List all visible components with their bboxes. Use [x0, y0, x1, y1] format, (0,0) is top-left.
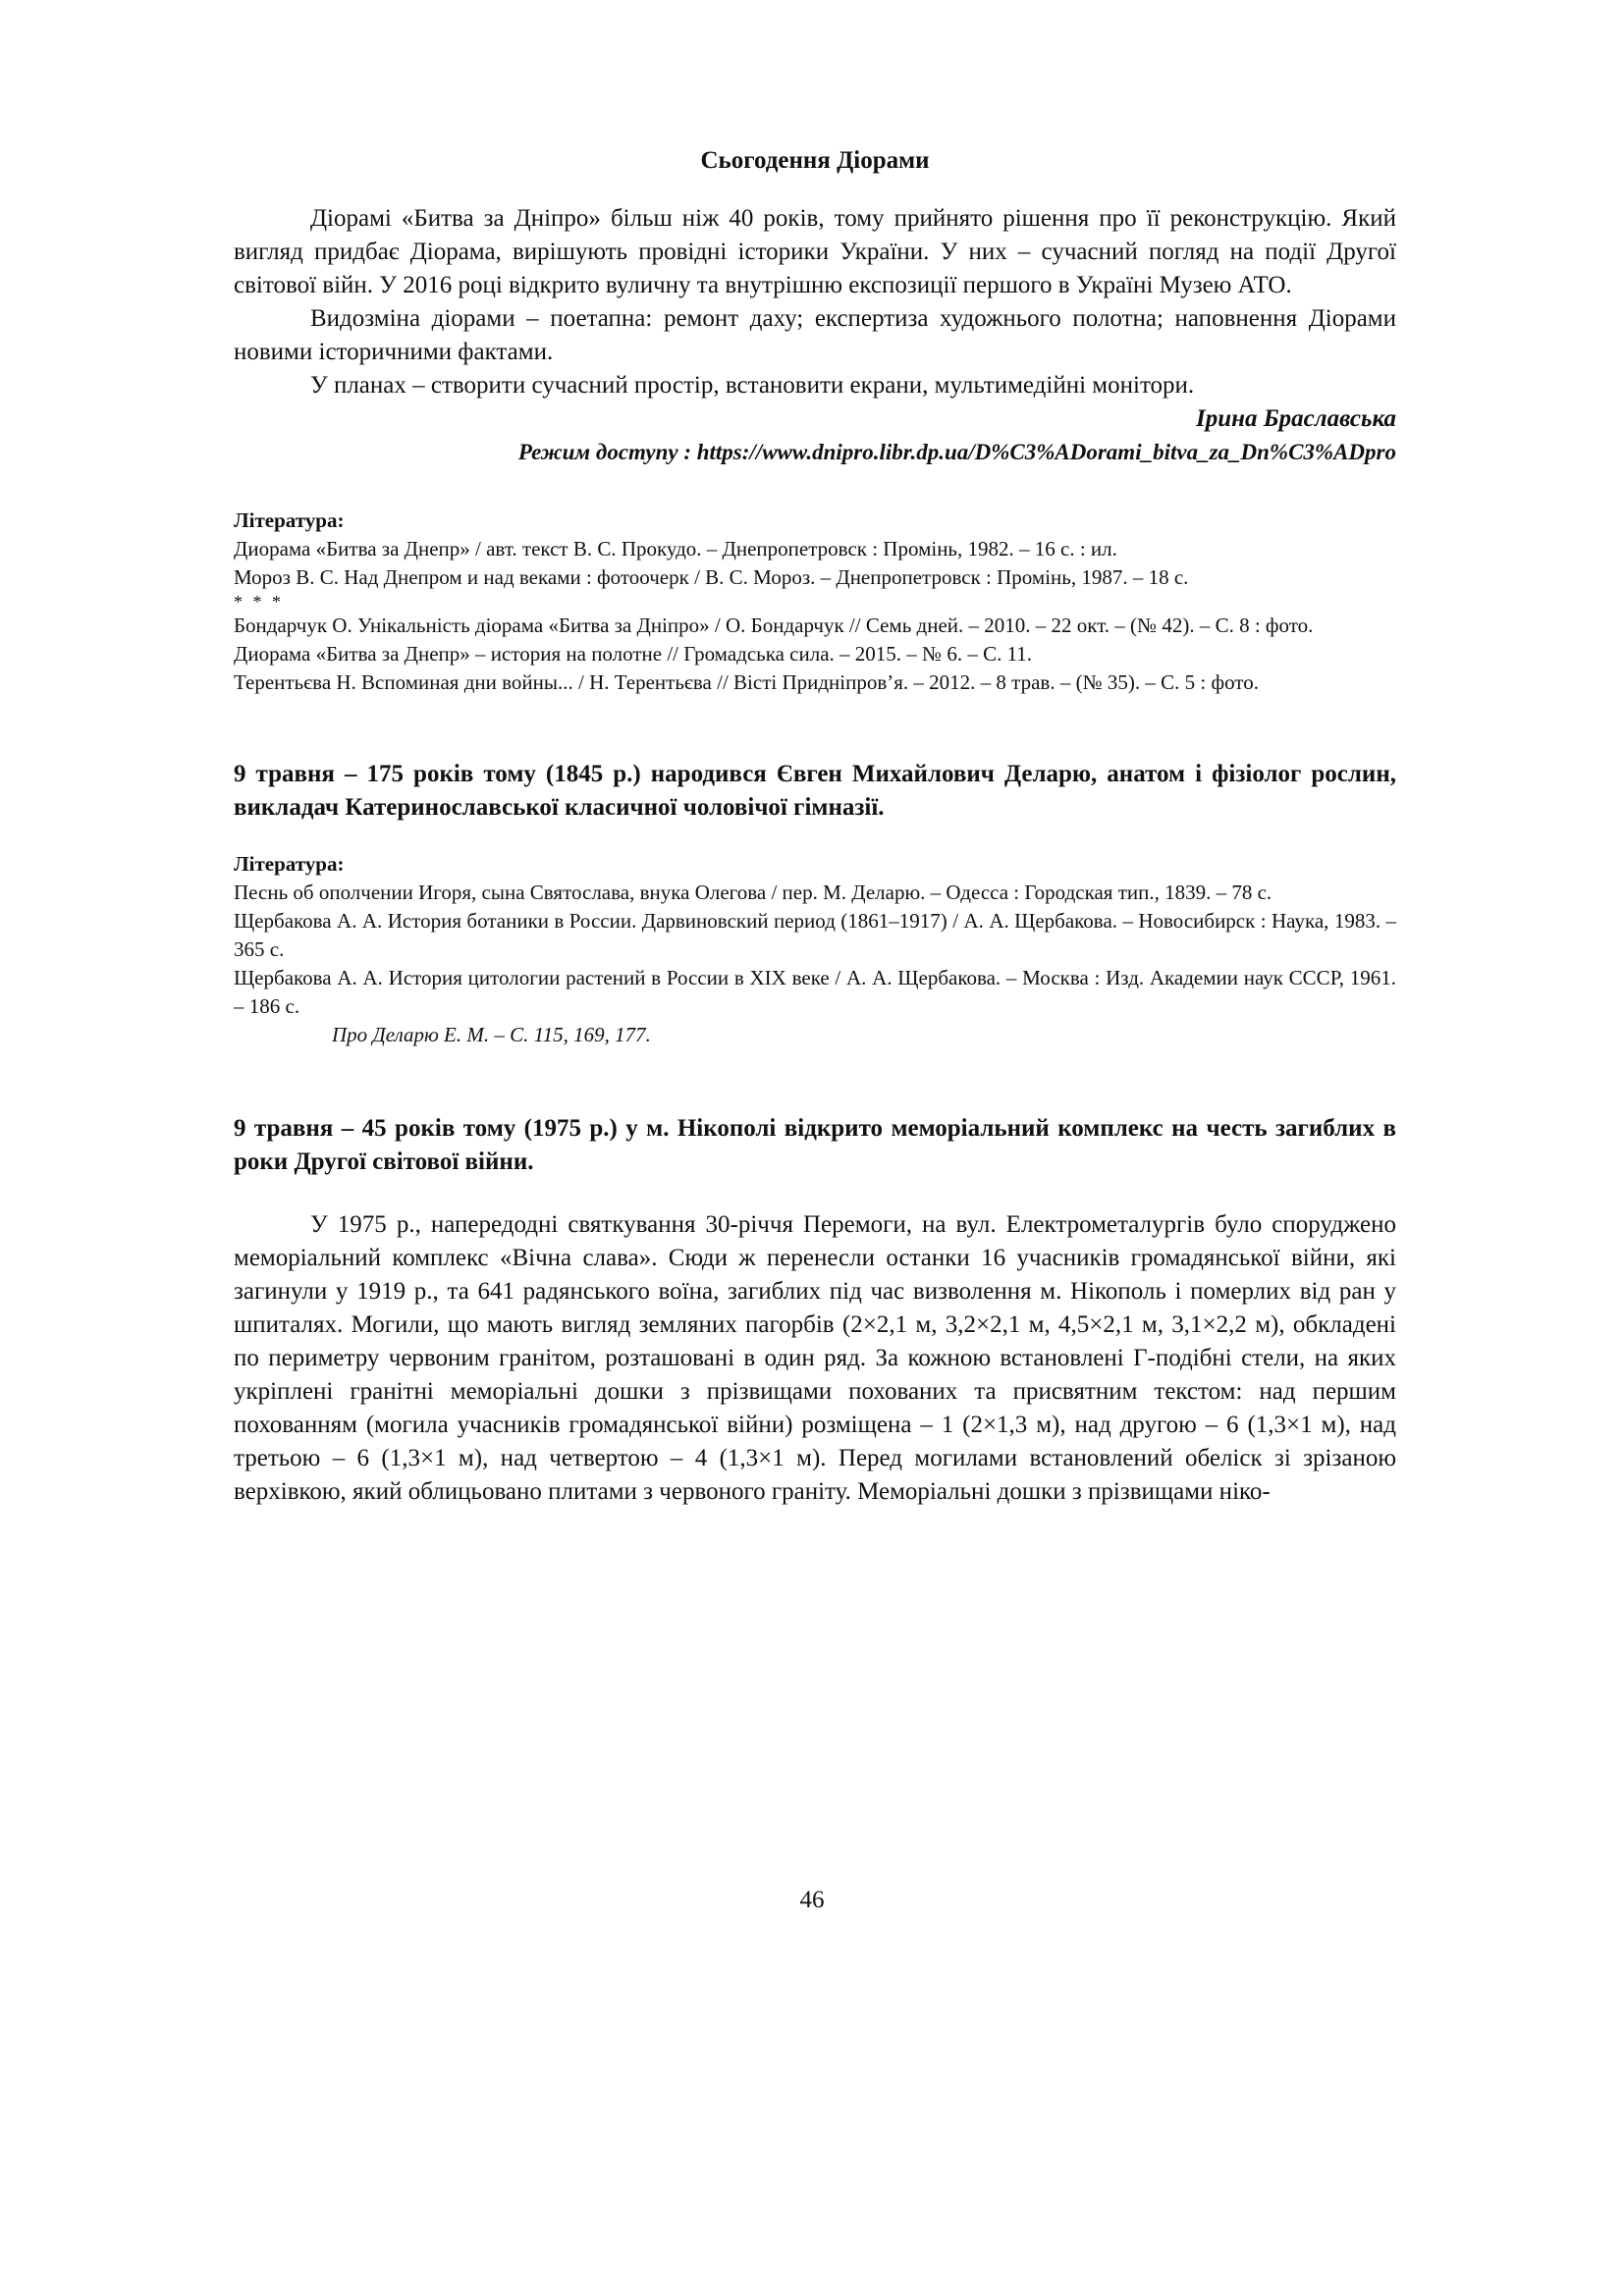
paragraph: Видозміна діорами – поетапна: ремонт даху; експертиза художнього полотна; наповнення Діорами новими історичними фактами. — [234, 305, 1396, 365]
literature-item: Мороз В. С. Над Днепром и над веками : фотоочерк / В. С. Мороз. – Днепропетровск : Промінь, 1987. – 18 с. — [234, 565, 1189, 589]
literature-item: Бондарчук О. Унікальність діорама «Битва за Дніпро» / О. Бондарчук // Семь дней. – 2010. – 22 окт. – (№ 42). – С. 8 : фото. — [234, 614, 1314, 637]
author-signature: Ірина Браславська — [1196, 405, 1396, 432]
literature-item: Щербакова А. А. История цитологии растений в России в XIX веке / А. А. Щербакова. – Москва : Изд. Академии наук СССР, 1961. – 186 с. — [234, 966, 1396, 1018]
section-title: Сьогодення Діорами — [700, 147, 930, 174]
literature-item: Щербакова А. А. История ботаники в России. Дарвиновский период (1861–1917) / А. А. Щербакова. – Новосибирск : Наука, 1983. – 365 с. — [234, 909, 1396, 961]
event-heading: 9 травня – 45 років тому (1975 р.) у м. Нікополі відкрито меморіальний комплекс на честь загиблих в роки Другої світової війни. — [234, 1115, 1396, 1175]
literature-item: Терентьєва Н. Вспоминая дни войны... / Н. Терентьєва // Вісті Придніпров’я. – 2012. – 8 трав. – (№ 35). – С. 5 : фото. — [234, 670, 1259, 694]
paragraph: Діорамі «Битва за Дніпро» більш ніж 40 років, тому прийнято рішення про її реконструкцію. Який вигляд придбає Діорама, вирішують провідні історики України. У них – сучасний погляд на події Другої світової війн. У 2016 році відкрито вуличну та внутрішню експозиції першого в Україні Музею АТО. — [234, 205, 1396, 298]
separator-stars: * * * — [234, 592, 284, 612]
literature-item: Диорама «Битва за Днепр» – история на полотне // Громадська сила. – 2015. – № 6. – С. 11. — [234, 642, 1033, 666]
paragraph: У планах – створити сучасний простір, встановити екрани, мультимедійні монітори. — [310, 372, 1195, 399]
access-link: Режим доступу : https://www.dnipro.libr.dp.ua/D%C3%ADorami_bitva_za_Dn%C3%ADpro — [517, 440, 1396, 464]
literature-note: Про Деларю Е. М. – С. 115, 169, 177. — [332, 1023, 651, 1046]
literature-item: Диорама «Битва за Днепр» / авт. текст В. С. Прокудо. – Днепропетровск : Промінь, 1982. – 16 с. : ил. — [234, 537, 1117, 561]
literature-item: Песнь об ополчении Игоря, сына Святослава, внука Олегова / пер. М. Деларю. – Одесса : Городская тип., 1839. – 78 с. — [234, 881, 1272, 904]
literature-heading: Література: — [234, 852, 345, 876]
paragraph: У 1975 р., напередодні святкування 30-річчя Перемоги, на вул. Електрометалургів було споруджено меморіальний комплекс «Вічна слава». Сюди ж перенесли останки 16 учасників громадянської війни, які загинули у 1919 р., та 641 радянського воїна, загиблих під час визволення м. Нікополь і померлих від ран у шпиталях. Могили, що мають вигляд земляних пагорбів (2×2,1 м, 3,2×2,1 м, 4,5×2,1 м, 3,1×2,2 м), обкладені по периметру червоним гранітом, розташовані в один ряд. За кожною встановлені Г-подібні стели, на яких укріплені гранітні меморіальні дошки з прізвищами похованих та присвятним текстом: над першим похованням (могила учасників громадянської війни) розміщена – 1 (2×1,3 м), над другою – 6 (1,3×1 м), над третьою – 6 (1,3×1 м), над четвертою – 4 (1,3×1 м). Перед могилами встановлений обеліск зі зрізаною верхівкою, який облицьовано плитами з червоного граніту. Меморіальні дошки з прізвищами ніко- — [234, 1211, 1396, 1505]
literature-heading: Література: — [234, 508, 345, 532]
page-content — [234, 147, 1396, 1509]
page-number: 46 — [799, 1887, 825, 1913]
event-heading: 9 травня – 175 років тому (1845 р.) народився Євген Михайлович Деларю, анатом і фізіолог рослин, викладач Катеринославської класичної чоловічої гімназії. — [234, 761, 1396, 821]
